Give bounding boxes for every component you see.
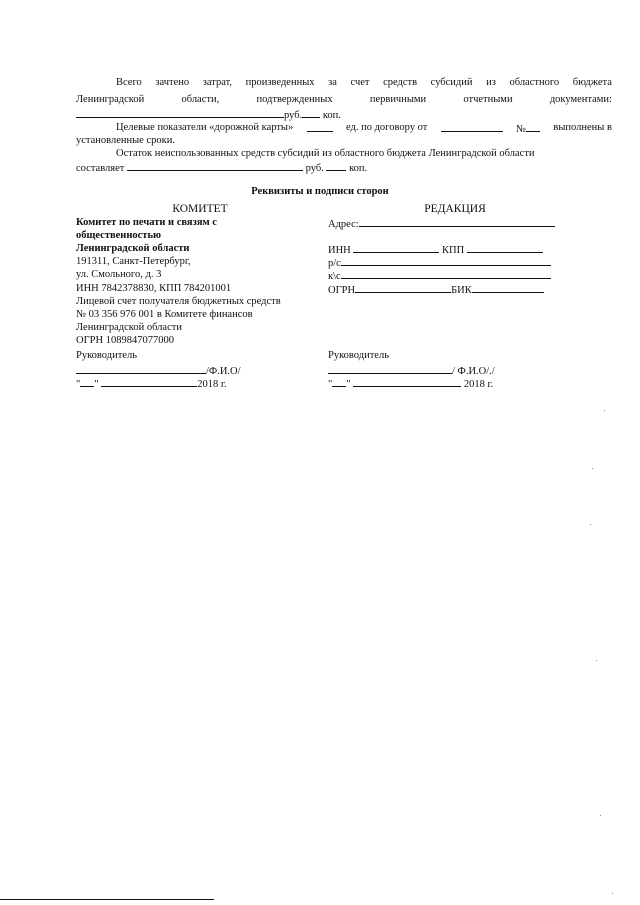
roadmap-text-start: Целевые показатели «дорожной карты»: [116, 122, 294, 133]
editorial-ogrn-label: ОГРН: [328, 285, 356, 296]
editorial-address-blank: [359, 217, 555, 227]
committee-year: 2018 г.: [197, 379, 227, 390]
committee-day-blank: [80, 377, 94, 387]
editorial-rs: [328, 256, 551, 270]
editorial-fio-label: / Ф.И.О/./: [452, 366, 495, 377]
editorial-ks-blank: [341, 269, 551, 279]
costs-line1-word: затрат,: [202, 77, 233, 88]
committee-account-line3: Ленинградской области: [76, 322, 182, 333]
remainder-kop-label: коп.: [349, 163, 368, 174]
costs-paragraph-line1: [116, 77, 612, 89]
costs-line2-word: области,: [181, 94, 220, 105]
remainder-paragraph-line2: [76, 161, 367, 175]
committee-address-line1: 191311, Санкт-Петербург,: [76, 256, 191, 267]
editorial-ogrn-blank: [355, 283, 451, 293]
editorial-ks: [328, 269, 551, 283]
committee-signature-line: [76, 364, 241, 378]
editorial-year: 2018 г.: [463, 379, 494, 390]
editorial-bik-blank: [472, 283, 544, 293]
contract-date-blank: [441, 122, 503, 132]
roadmap-paragraph-line1: [116, 122, 612, 136]
roadmap-text-end: выполнены в: [553, 122, 612, 133]
scan-speck: [596, 660, 597, 661]
scan-speck: [592, 468, 593, 469]
kop-blank: [302, 108, 320, 118]
scan-speck: [604, 410, 605, 411]
roadmap-text-mid: ед. по договору от: [345, 122, 428, 133]
costs-line1-word: за: [328, 77, 337, 88]
committee-fio-label: /Ф.И.О/: [206, 366, 241, 377]
committee-date-quote-close: ": [94, 379, 99, 390]
committee-date-quote-open: ": [76, 379, 81, 390]
committee-title: КОМИТЕТ: [172, 203, 228, 215]
remainder-rub-label: руб.: [305, 163, 324, 174]
editorial-kpp-blank: [467, 243, 543, 253]
costs-line1-word: произведенных: [245, 77, 315, 88]
costs-line2-word: подтвержденных: [256, 94, 333, 105]
editorial-title: РЕДАКЦИЯ: [424, 203, 486, 215]
committee-signature-blank: [76, 364, 206, 374]
editorial-signature-line: [328, 364, 495, 378]
committee-head-label: Руководитель: [76, 350, 137, 361]
costs-line1-word: Всего: [116, 77, 142, 88]
costs-line1-word: субсидий: [430, 77, 473, 88]
editorial-rs-label: р/с: [328, 258, 341, 269]
costs-line2-word: документами:: [549, 94, 612, 105]
kop-label: коп.: [322, 110, 341, 121]
editorial-signature-blank: [328, 364, 452, 374]
editorial-inn-label: ИНН: [328, 245, 351, 256]
editorial-ks-label: к\с: [328, 271, 341, 282]
editorial-inn-blank: [353, 243, 439, 253]
scan-speck: [590, 524, 591, 525]
editorial-day-blank: [332, 377, 346, 387]
contract-no-label: №: [516, 124, 527, 135]
editorial-inn-kpp: [328, 243, 543, 257]
editorial-address-label: Адрес:: [328, 219, 359, 230]
committee-month-blank: [101, 377, 197, 387]
editorial-date-quote-open: ": [328, 379, 333, 390]
committee-name-line3: Ленинградской области: [76, 243, 190, 254]
committee-account-line1: Лицевой счет получателя бюджетных средств: [76, 296, 281, 307]
editorial-bik-label: БИК: [451, 285, 472, 296]
costs-line2-word: первичными: [369, 94, 427, 105]
contract-no-blank: [526, 122, 540, 132]
scan-speck: [612, 893, 613, 894]
requisites-heading: Реквизиты и подписи сторон: [251, 186, 389, 197]
costs-line1-word: зачтено: [155, 77, 190, 88]
costs-line1-word: из: [486, 77, 496, 88]
committee-name-line2: общественностью: [76, 230, 162, 241]
roadmap-units-blank: [307, 122, 333, 132]
remainder-text: составляет: [76, 163, 125, 174]
committee-address-line2: ул. Смольного, д. 3: [76, 269, 162, 280]
remainder-kop-blank: [326, 161, 346, 171]
roadmap-paragraph-line2: установленные сроки.: [76, 135, 175, 146]
costs-line1-word: счет: [350, 77, 370, 88]
editorial-date-quote-close: ": [346, 379, 351, 390]
scan-speck: [600, 815, 601, 816]
rub-label: руб.: [284, 110, 303, 121]
editorial-address: [328, 217, 555, 231]
committee-date-line: [76, 377, 227, 391]
remainder-paragraph-line1: Остаток неиспользованных средств субсидий из областного бюджета Ленинградской области: [116, 148, 535, 159]
remainder-amount-blank: [127, 161, 303, 171]
editorial-kpp-label: КПП: [442, 245, 465, 256]
committee-inn-kpp: ИНН 7842378830, КПП 784201001: [76, 283, 232, 294]
costs-line2-word: отчетными: [463, 94, 513, 105]
editorial-ogrn-bik: [328, 283, 544, 297]
costs-amount-blank: [76, 108, 284, 118]
committee-ogrn: ОГРН 1089847077000: [76, 335, 174, 346]
costs-line2-word: Ленинградской: [76, 94, 145, 105]
committee-account-line2: № 03 356 976 001 в Комитете финансов: [76, 309, 253, 320]
editorial-month-blank: [353, 377, 461, 387]
costs-line1-word: бюджета: [572, 77, 612, 88]
editorial-rs-blank: [341, 256, 551, 266]
editorial-head-label: Руководитель: [328, 350, 389, 361]
editorial-date-line: [328, 377, 493, 391]
costs-paragraph-line3: [76, 108, 341, 122]
scan-edge-line: [0, 899, 214, 900]
costs-paragraph-line2: [76, 94, 612, 106]
costs-line1-word: областного: [509, 77, 560, 88]
committee-name-line1: Комитет по печати и связям с: [76, 217, 217, 228]
costs-line1-word: средств: [383, 77, 418, 88]
